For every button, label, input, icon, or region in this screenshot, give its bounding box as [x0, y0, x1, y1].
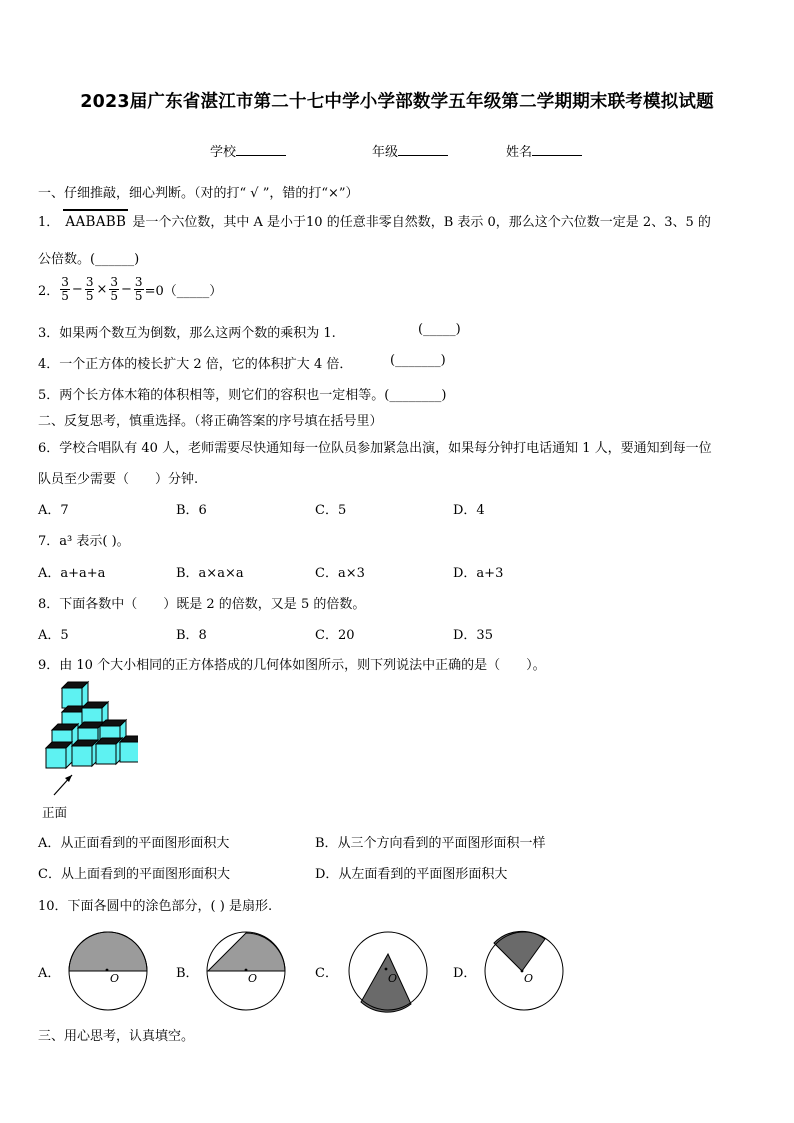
grade-label: 年级: [372, 145, 399, 160]
operator: ×: [96, 282, 108, 297]
q9-option-d[interactable]: D．从左面看到的平面图形面积大: [315, 867, 508, 882]
q4-answer-blank[interactable]: (_______): [390, 353, 446, 368]
question-6-line2: 队员至少需要（ ）分钟.: [38, 472, 199, 487]
school-blank[interactable]: [236, 142, 286, 156]
q10-option-a-label[interactable]: A．: [38, 966, 61, 981]
question-4: 4．一个正方体的棱长扩大 2 倍，它的体积扩大 4 倍．: [38, 357, 353, 372]
question-10: 10．下面各圆中的涂色部分，( ) 是扇形.: [38, 899, 273, 914]
q9-option-b[interactable]: B．从三个方向看到的平面图形面积一样: [315, 836, 546, 851]
shaded-semicircle: [69, 932, 147, 971]
q10-circle-a[interactable]: [66, 930, 150, 1014]
fraction: $\frac{3}{5}$: [134, 275, 143, 303]
q7-option-b[interactable]: B．a×a×a: [176, 566, 244, 581]
q1-number: 1．: [38, 215, 60, 230]
fraction: $\frac{3}{5}$: [110, 275, 119, 303]
q10-circle-b[interactable]: [204, 930, 288, 1014]
name-field: [506, 141, 582, 160]
front-view-label: 正面: [42, 805, 68, 820]
q1-text-line2: 公倍数。(______): [38, 252, 140, 267]
grade-blank[interactable]: [398, 142, 448, 156]
q6-option-a[interactable]: A．7: [38, 503, 69, 518]
operator: −: [71, 282, 83, 297]
q1-text: 是一个六位数，其中 A 是小于10 的任意非零自然数，B 表示 0，那么这个六位数一定是 2、3、5 的: [132, 215, 711, 230]
operator: −: [121, 282, 132, 297]
q2-number: 2．: [38, 284, 60, 299]
q8-option-c[interactable]: C．20: [315, 628, 355, 643]
cube-front-face: [46, 748, 66, 768]
name-label: 姓名: [506, 145, 533, 160]
center-label: O: [110, 972, 120, 985]
shaded-sector: [494, 931, 545, 971]
school-label: 学校: [210, 145, 237, 160]
cube-front-face: [72, 746, 92, 766]
question-7: 7．a³ 表示( )。: [38, 534, 130, 549]
q6-option-d[interactable]: D．4: [453, 503, 485, 518]
section2-heading: 二、反复思考，慎重选择。（将正确答案的序号填在括号里）: [38, 414, 383, 429]
name-blank[interactable]: [532, 142, 582, 156]
q8-option-a[interactable]: A．5: [38, 628, 69, 643]
q7-option-d[interactable]: D．a+3: [453, 566, 504, 581]
q3-answer-blank[interactable]: (_____): [418, 322, 461, 337]
q10-option-b-label[interactable]: B．: [176, 966, 199, 981]
question-1: [38, 209, 711, 230]
q9-option-c[interactable]: C．从上面看到的平面图形面积大: [38, 867, 230, 882]
question-9: 9．由 10 个大小相同的正方体搭成的几何体如图所示，则下列说法中正确的是（ ）。: [38, 658, 546, 673]
q10-circle-c[interactable]: [346, 930, 430, 1014]
fraction: $\frac{3}{5}$: [61, 275, 69, 303]
cube-stack-figure: [38, 680, 138, 820]
q6-option-b[interactable]: B．6: [176, 503, 207, 518]
q6-option-c[interactable]: C．5: [315, 503, 347, 518]
question-5: 5．两个长方体木箱的体积相等，则它们的容积也一定相等。(________): [38, 388, 447, 403]
question-3: 3．如果两个数互为倒数，那么这两个数的乘积为 1.: [38, 326, 336, 341]
q10-option-c-label[interactable]: C．: [315, 966, 338, 981]
shaded-region: [361, 954, 411, 1012]
q8-option-d[interactable]: D．35: [453, 628, 493, 643]
center-label: O: [388, 972, 398, 985]
cube-front-face: [120, 742, 138, 762]
q7-option-c[interactable]: C．a×3: [315, 566, 365, 581]
page-title: 2023届广东省湛江市第二十七中学小学部数学五年级第二学期期末联考模拟试题: [80, 92, 714, 112]
grade-field: [372, 141, 448, 160]
question-6-line1: 6．学校合唱队有 40 人，老师需要尽快通知每一位队员参加紧急出演，如果每分钟打电话通知 1 人，要通知到每一位: [38, 441, 712, 456]
cube-front-face: [62, 688, 82, 708]
center-label: O: [524, 972, 534, 985]
section3-heading: 三、用心思考，认真填空。: [38, 1029, 195, 1044]
question-2: [38, 276, 222, 303]
school-field: [210, 141, 286, 160]
q10-option-d-label[interactable]: D．: [453, 966, 477, 981]
q10-circle-d[interactable]: [482, 930, 566, 1014]
cube-front-face: [96, 744, 116, 764]
section1-heading: 一、仔细推敲，细心判断。（对的打“ √ ”，错的打“×”）: [38, 186, 359, 201]
q9-option-a[interactable]: A．从正面看到的平面图形面积大: [38, 836, 230, 851]
fraction: $\frac{3}{5}$: [85, 275, 94, 303]
q7-option-a[interactable]: A．a+a+a: [38, 566, 106, 581]
q1-overlined-number: AABABB: [63, 209, 128, 230]
q2-tail: =0（_____）: [144, 284, 223, 299]
question-8: 8．下面各数中（ ）既是 2 的倍数，又是 5 的倍数。: [38, 597, 366, 612]
shaded-region: [208, 933, 285, 971]
q8-option-b[interactable]: B．8: [176, 628, 207, 643]
center-label: O: [248, 972, 258, 985]
